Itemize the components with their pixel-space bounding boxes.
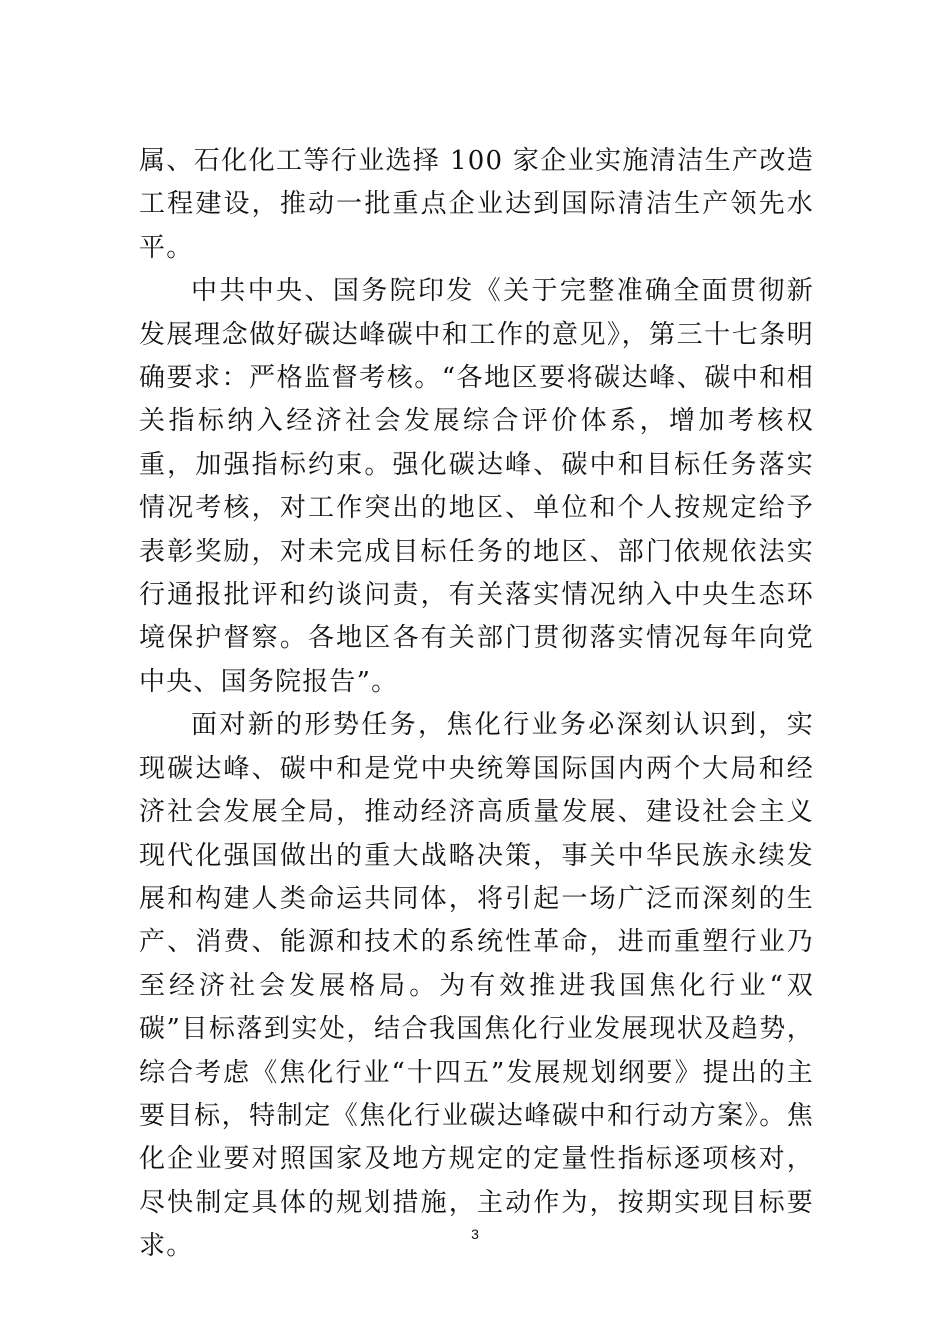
page-number: 3 [471,1226,479,1242]
document-body [139,140,814,1269]
paragraph-industry-action: 面对新的形势任务，焦化行业务必深刻认识到，实现碳达峰、碳中和是党中央统筹国际国内两个大局和经济社会发展全局，推动经济高质量发展、建设社会主义现代化强国做出的重大战略决策，事关中华民族永续发展和构建人类命运共同体，将引起一场广泛而深刻的生产、消费、能源和技术的系统性革命，进而重塑行业乃至经济社会发展格局。为有效推进我国焦化行业“双碳”目标落到实处，结合我国焦化行业发展现状及趋势，综合考虑《焦化行业“十四五”发展规划纲要》提出的主要目标，特制定《焦化行业碳达峰碳中和行动方案》。焦化企业要对照国家及地方规定的定量性指标逐项核对，尽快制定具体的规划措施，主动作为，按期实现目标要求。 [139,710,814,1262]
paragraph-continuation: 属、石化化工等行业选择 100 家企业实施清洁生产改造工程建设，推动一批重点企业达到国际清洁生产领先水平。 [139,146,814,263]
paragraph-policy-requirement: 中共中央、国务院印发《关于完整准确全面贯彻新发展理念做好碳达峰碳中和工作的意见》，第三十七条明确要求：严格监督考核。“各地区要将碳达峰、碳中和相关指标纳入经济社会发展综合评价体系，增加考核权重，加强指标约束。强化碳达峰、碳中和目标任务落实情况考核，对工作突出的地区、单位和个人按规定给予表彰奖励，对未完成目标任务的地区、部门依规依法实行通报批评和约谈问责，有关落实情况纳入中央生态环境保护督察。各地区各有关部门贯彻落实情况每年向党中央、国务院报告”。 [139,276,814,697]
